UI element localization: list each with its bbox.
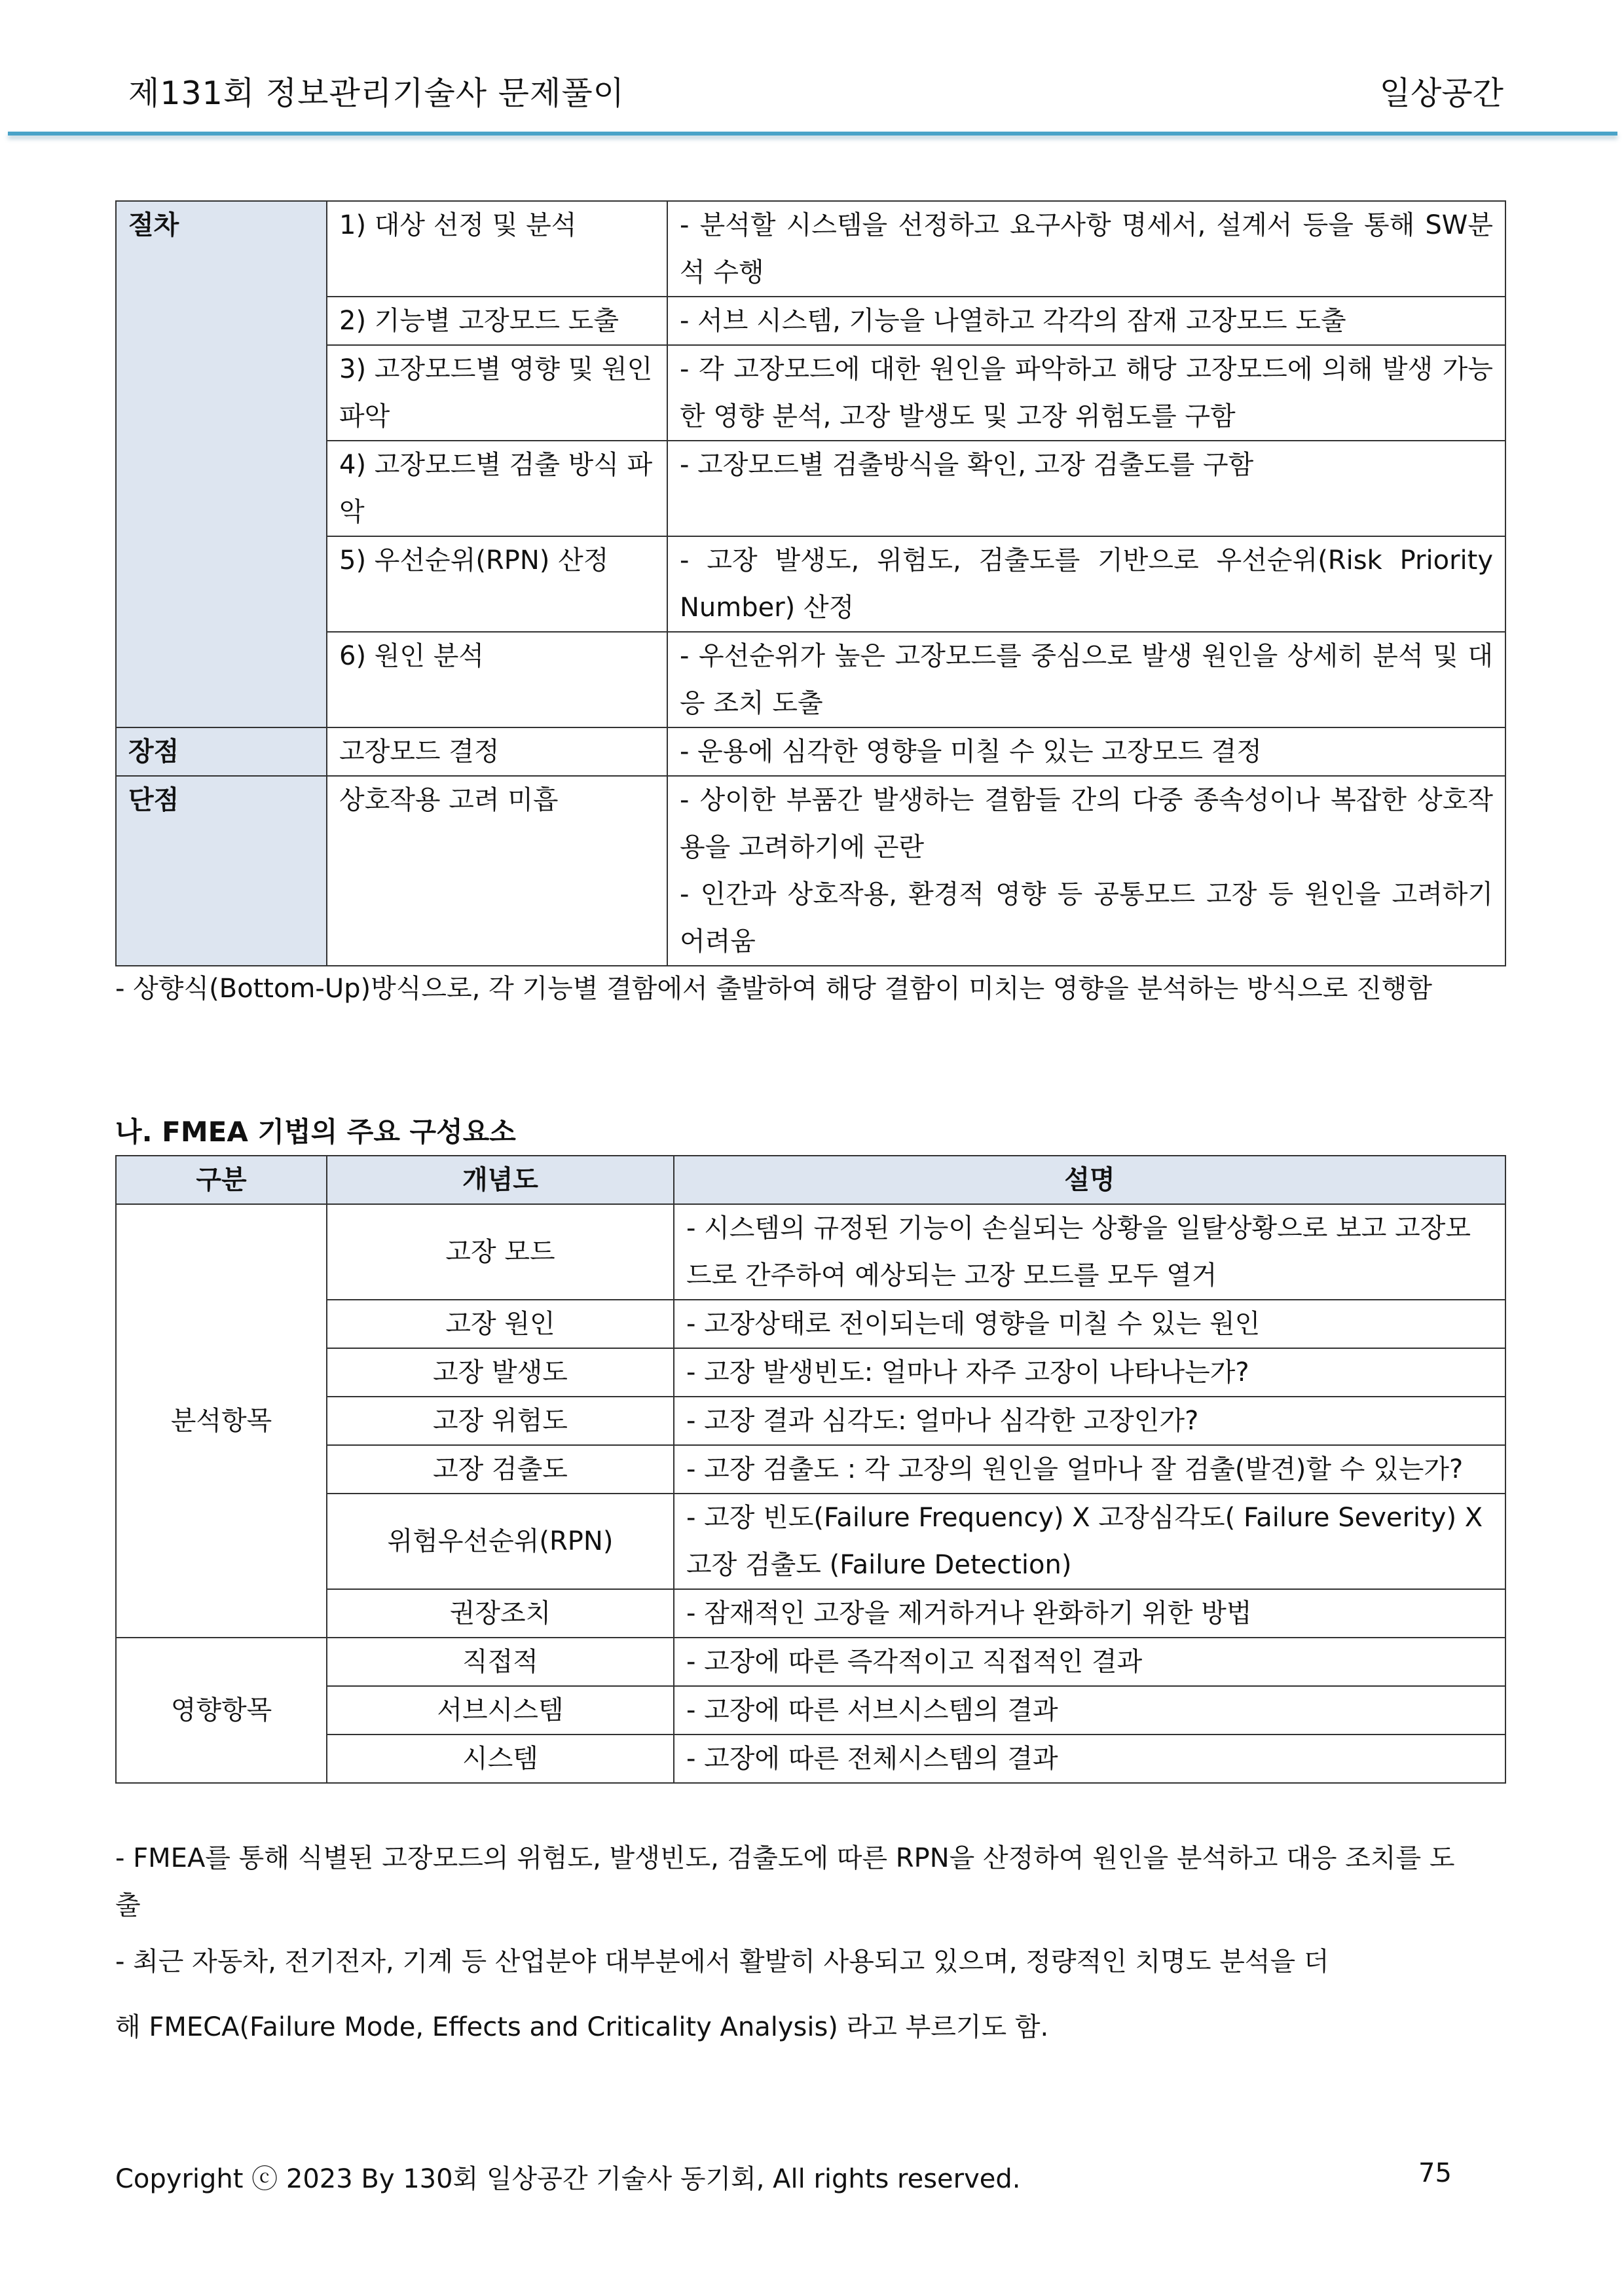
item-cell: 4) 고장모드별 검출 방식 파악 bbox=[327, 441, 667, 536]
desc-cell: - 고장 발생도, 위험도, 검출도를 기반으로 우선순위(Risk Priority Number) 산정 bbox=[667, 536, 1505, 632]
concept-cell: 서브시스템 bbox=[327, 1686, 674, 1735]
group-cell: 분석항목 bbox=[116, 1204, 327, 1638]
item-cell: 1) 대상 선정 및 분석 bbox=[327, 201, 667, 297]
table-row bbox=[116, 201, 1505, 297]
desc-cell: - 서브 시스템, 기능을 나열하고 각각의 잠재 고장모드 도출 bbox=[667, 297, 1505, 345]
item-cell: 3) 고장모드별 영향 및 원인 파악 bbox=[327, 345, 667, 441]
concept-cell: 위험우선순위(RPN) bbox=[327, 1494, 674, 1589]
page-header-title: 제131회 정보관리기술사 문제풀이 bbox=[128, 75, 625, 112]
category-cell: 단점 bbox=[116, 776, 327, 966]
item-cell: 2) 기능별 고장모드 도출 bbox=[327, 297, 667, 345]
desc-cell: - 고장상태로 전이되는데 영향을 미칠 수 있는 원인 bbox=[674, 1300, 1505, 1348]
concept-cell: 고장 원인 bbox=[327, 1300, 674, 1348]
note-paragraph: - 상향식(Bottom-Up)방식으로, 각 기능별 결함에서 출발하여 해당 결함이 미치는 영향을 분석하는 방식으로 진행함 bbox=[115, 974, 1432, 1004]
concept-cell: 시스템 bbox=[327, 1735, 674, 1783]
desc-cell: - 고장 발생빈도: 얼마나 자주 고장이 나타나는가? bbox=[674, 1348, 1505, 1397]
header-divider bbox=[8, 132, 1617, 136]
concept-cell: 고장 모드 bbox=[327, 1204, 674, 1300]
desc-line: - 상이한 부품간 발생하는 결함들 간의 다중 종속성이나 복잡한 상호작용을 고려하기에 곤란 bbox=[680, 785, 1493, 862]
footer-copyright: Copyright ⓒ 2023 By 130회 일상공간 기술사 동기회, All rights reserved. bbox=[115, 2164, 1021, 2194]
desc-cell: - 시스템의 규정된 기능이 손실되는 상황을 일탈상황으로 보고 고장모드로 간주하여 예상되는 고장 모드를 모두 열거 bbox=[674, 1204, 1505, 1300]
fmea-procedure-table bbox=[115, 200, 1506, 966]
section-title: 나. FMEA 기법의 주요 구성요소 bbox=[115, 1116, 516, 1148]
concept-cell: 고장 검출도 bbox=[327, 1445, 674, 1494]
desc-cell: - 고장 빈도(Failure Frequency) X 고장심각도( Failure Severity) X 고장 검출도 (Failure Detection) bbox=[674, 1494, 1505, 1589]
category-cell: 절차 bbox=[116, 201, 327, 727]
concept-cell: 권장조치 bbox=[327, 1589, 674, 1638]
table-header-row bbox=[116, 1156, 1505, 1204]
desc-cell bbox=[667, 776, 1505, 966]
page-number: 75 bbox=[1418, 2158, 1452, 2188]
item-cell: 상호작용 고려 미흡 bbox=[327, 776, 667, 966]
item-cell: 5) 우선순위(RPN) 산정 bbox=[327, 536, 667, 632]
category-cell: 장점 bbox=[116, 727, 327, 776]
note-line: 해 FMECA(Failure Mode, Effects and Criticality Analysis) 라고 부르기도 함. bbox=[115, 2012, 1049, 2042]
group-cell: 영향항목 bbox=[116, 1638, 327, 1783]
desc-cell: - 운용에 심각한 영향을 미칠 수 있는 고장모드 결정 bbox=[667, 727, 1505, 776]
desc-cell: - 고장 검출도 : 각 고장의 원인을 얼마나 잘 검출(발견)할 수 있는가? bbox=[674, 1445, 1505, 1494]
table-row bbox=[116, 1204, 1505, 1300]
column-header: 설명 bbox=[674, 1156, 1505, 1204]
concept-cell: 직접적 bbox=[327, 1638, 674, 1686]
desc-cell: - 고장에 따른 즉각적이고 직접적인 결과 bbox=[674, 1638, 1505, 1686]
column-header: 구분 bbox=[116, 1156, 327, 1204]
note-paragraph bbox=[115, 1929, 1477, 2060]
desc-cell: - 잠재적인 고장을 제거하거나 완화하기 위한 방법 bbox=[674, 1589, 1505, 1638]
table-row bbox=[116, 727, 1505, 776]
desc-line: - 인간과 상호작용, 환경적 영향 등 공통모드 고장 등 원인을 고려하기 어려움 bbox=[680, 879, 1493, 957]
desc-cell: - 고장에 따른 서브시스템의 결과 bbox=[674, 1686, 1505, 1735]
desc-cell: - 고장 결과 심각도: 얼마나 심각한 고장인가? bbox=[674, 1397, 1505, 1445]
page-header-right: 일상공간 bbox=[1379, 75, 1504, 112]
table-row bbox=[116, 776, 1505, 966]
desc-cell: - 고장에 따른 전체시스템의 결과 bbox=[674, 1735, 1505, 1783]
desc-cell: - 분석할 시스템을 선정하고 요구사항 명세서, 설계서 등을 통해 SW분석 수행 bbox=[667, 201, 1505, 297]
concept-cell: 고장 발생도 bbox=[327, 1348, 674, 1397]
note-paragraph: - FMEA를 통해 식별된 고장모드의 위험도, 발생빈도, 검출도에 따른 RPN을 산정하여 원인을 분석하고 대응 조치를 도출 bbox=[115, 1843, 1455, 1920]
fmea-components-table bbox=[115, 1155, 1506, 1784]
note-line: - 최근 자동차, 전기전자, 기계 등 산업분야 대부분에서 활발히 사용되고 있으며, 정량적인 치명도 분석을 더 bbox=[115, 1947, 1329, 1977]
desc-cell: - 우선순위가 높은 고장모드를 중심으로 발생 원인을 상세히 분석 및 대응 조치 도출 bbox=[667, 632, 1505, 727]
table-row bbox=[116, 1638, 1505, 1686]
desc-cell: - 고장모드별 검출방식을 확인, 고장 검출도를 구함 bbox=[667, 441, 1505, 536]
concept-cell: 고장 위험도 bbox=[327, 1397, 674, 1445]
column-header: 개념도 bbox=[327, 1156, 674, 1204]
item-cell: 6) 원인 분석 bbox=[327, 632, 667, 727]
desc-cell: - 각 고장모드에 대한 원인을 파악하고 해당 고장모드에 의해 발생 가능한 영향 분석, 고장 발생도 및 고장 위험도를 구함 bbox=[667, 345, 1505, 441]
item-cell: 고장모드 결정 bbox=[327, 727, 667, 776]
